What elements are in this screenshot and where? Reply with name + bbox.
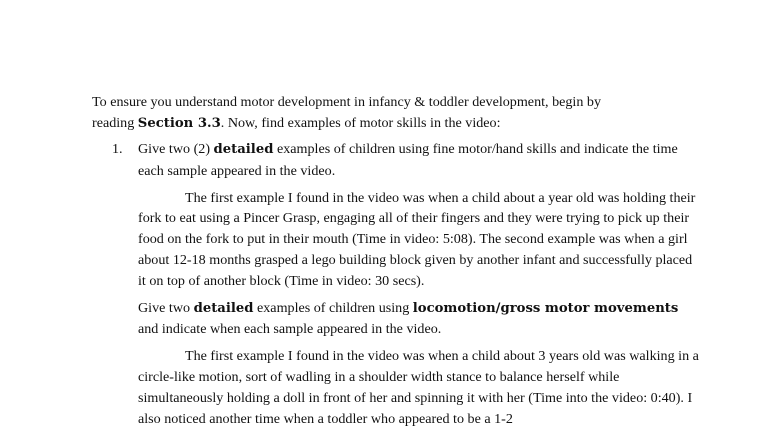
answer-gross-motor: The first example I found in the video was when a child about 3 years old was walking in a circle-like motion, sort of wadling in a shoulder width stance to balance herself while simultaneously holding a doll in front of her and spinning it with her (Time into the video: 0:40). I also noticed another time when a toddler who appeared to be a 1-2 <box>138 348 699 427</box>
intro-line-1: To ensure you understand motor development in infancy & toddler development, begin by <box>92 94 602 110</box>
list-number: 1. <box>112 141 123 157</box>
emphasis-detailed: detailed <box>213 142 274 157</box>
question-fine-motor: Give two (2) detailed examples of children using fine motor/hand skills and indicate the time each sample appeared in the video. <box>138 141 678 179</box>
question-gross-motor: Give two detailed examples of children using locomotion/gross motor movements and indicate when each sample appeared in the video. <box>138 299 679 338</box>
emphasis-locomotion: locomotion/gross motor movements <box>412 300 679 316</box>
emphasis-detailed: detailed <box>193 300 254 316</box>
list-item-1 <box>112 139 702 435</box>
intro-instruction: . Now, find examples of motor skills in the video: <box>220 114 501 131</box>
intro-reading-label: reading <box>92 114 138 131</box>
answer-fine-motor: The first example I found in the video was when a child about a year old was holding their fork to eat using a Pincer Grasp, engaging all of their fingers and they were trying to pick up their food on the fork to put in their mouth (Time in video: 5:08). The second example was when a girl about 12-18 months grasped a lego building block given by another infant and successfully placed it on top of another block (Time in video: 30 secs). <box>138 189 696 289</box>
intro-paragraph <box>92 92 692 135</box>
section-reference: Section 3.3 <box>137 115 221 131</box>
